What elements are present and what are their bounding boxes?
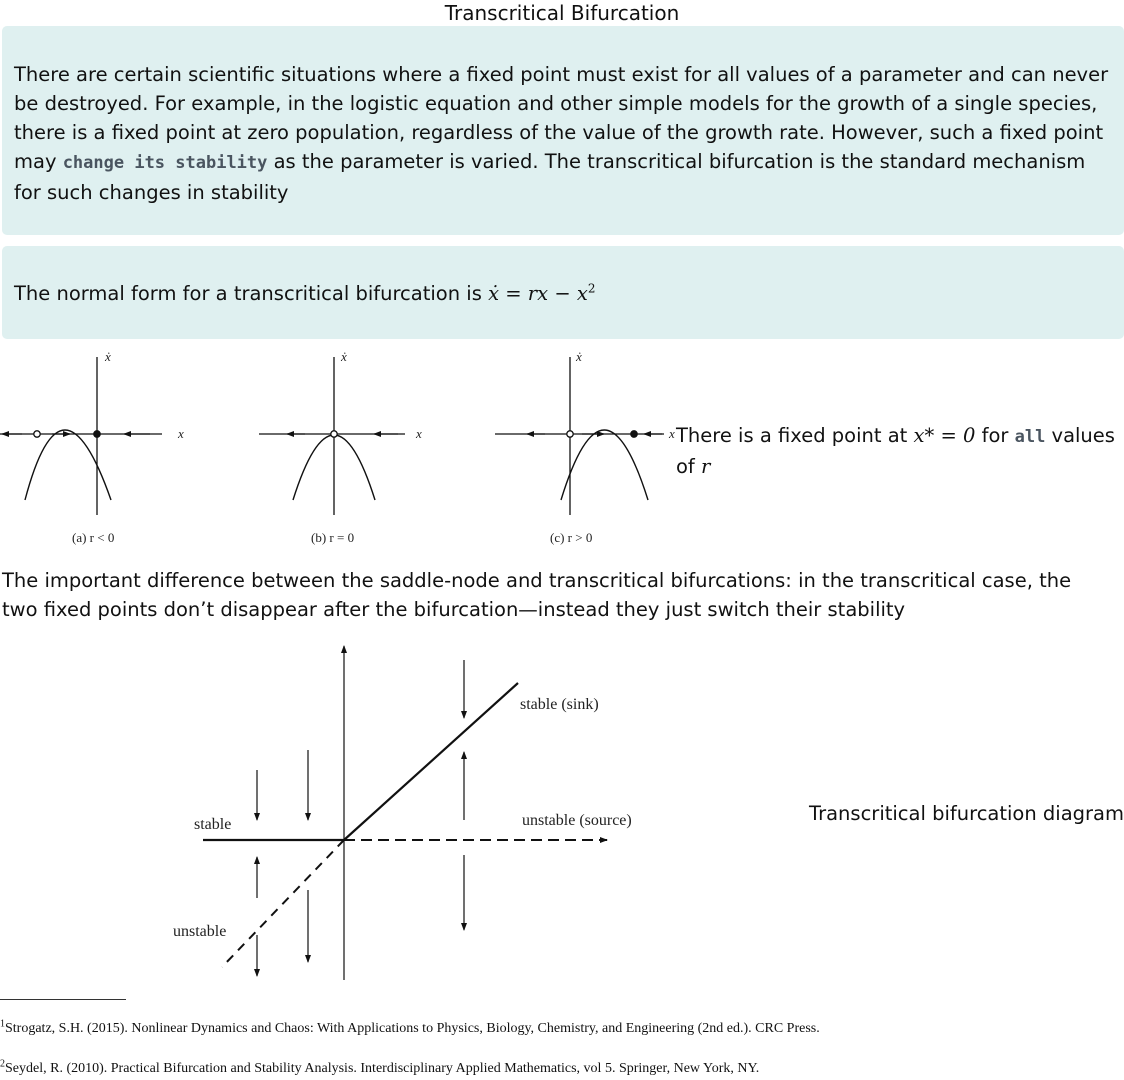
footnote-1: $^1$Strogatz, S.H. (2015). Nonlinear Dynamics and Chaos: With Applications to Physics, Biology, Chemistry, and Engineering (2nd ed.). CRC Press. [0,1018,820,1036]
fixed-point-note: There is a fixed point at x* = 0 for all values of r [676,424,1115,478]
stable-sink-label: stable (sink) [520,696,599,713]
unstable-source-label: unstable (source) [522,812,632,829]
panel-r-positive [495,357,664,515]
intro-text-start: There are certain scientific situations where a fixed point must exist for all values of a parameter and can never be destroyed. For example, in the logistic equation and other simple models for the growth of a single species, there is a fixed point at zero population, regardless of the value of the growth rate. However, such a fixed point may [14,63,1109,173]
panel-a-caption: (a) r < 0 [72,530,115,545]
phase-portraits-figure [0,345,680,555]
panel-b-caption: (b) r = 0 [311,530,355,545]
normal-form-text: The normal form for a transcritical bifurcation is [14,282,489,305]
panel-c-caption: (c) r > 0 [550,530,593,545]
bifurcation-diagram [0,640,720,985]
intro-callout [2,26,1124,235]
difference-text: The important difference between the saddle-node and transcritical bifurcations: in the transcritical case, the two fixed points don’t disappear after the bifurcation—instead they just switch their stability [2,569,1072,621]
panel-c-x-label: x [669,426,675,441]
stable-left-label: stable [194,816,232,833]
intro-code-phrase: change its stability [62,153,268,173]
footnote-divider [0,999,126,1000]
panel-a-y-label: ẋ [105,349,111,364]
page-title: Transcritical Bifurcation [444,1,680,25]
panel-c-y-label: ẋ [576,349,582,364]
panel-b-x-label: x [416,426,422,441]
unstable-left-label: unstable [173,923,227,940]
normal-form-equation: ẋ = rx − $x^2$ [488,281,596,305]
panel-r-negative [0,357,162,515]
panel-b-y-label: ẋ [341,349,347,364]
panel-r-zero [259,357,405,515]
panel-a-x-label: x [178,426,184,441]
bifurcation-diagram-caption: Transcritical bifurcation diagram [809,802,1124,825]
normal-form-callout [2,246,1124,339]
footnote-2: $^2$Seydel, R. (2010). Practical Bifurcation and Stability Analysis. Interdisciplinary Applied Mathematics, vol 5. Springer, New York, NY. [0,1058,760,1076]
intro-text-end: as the parameter is varied. The transcritical bifurcation is the standard mechanism for such changes in stability [14,150,1086,204]
